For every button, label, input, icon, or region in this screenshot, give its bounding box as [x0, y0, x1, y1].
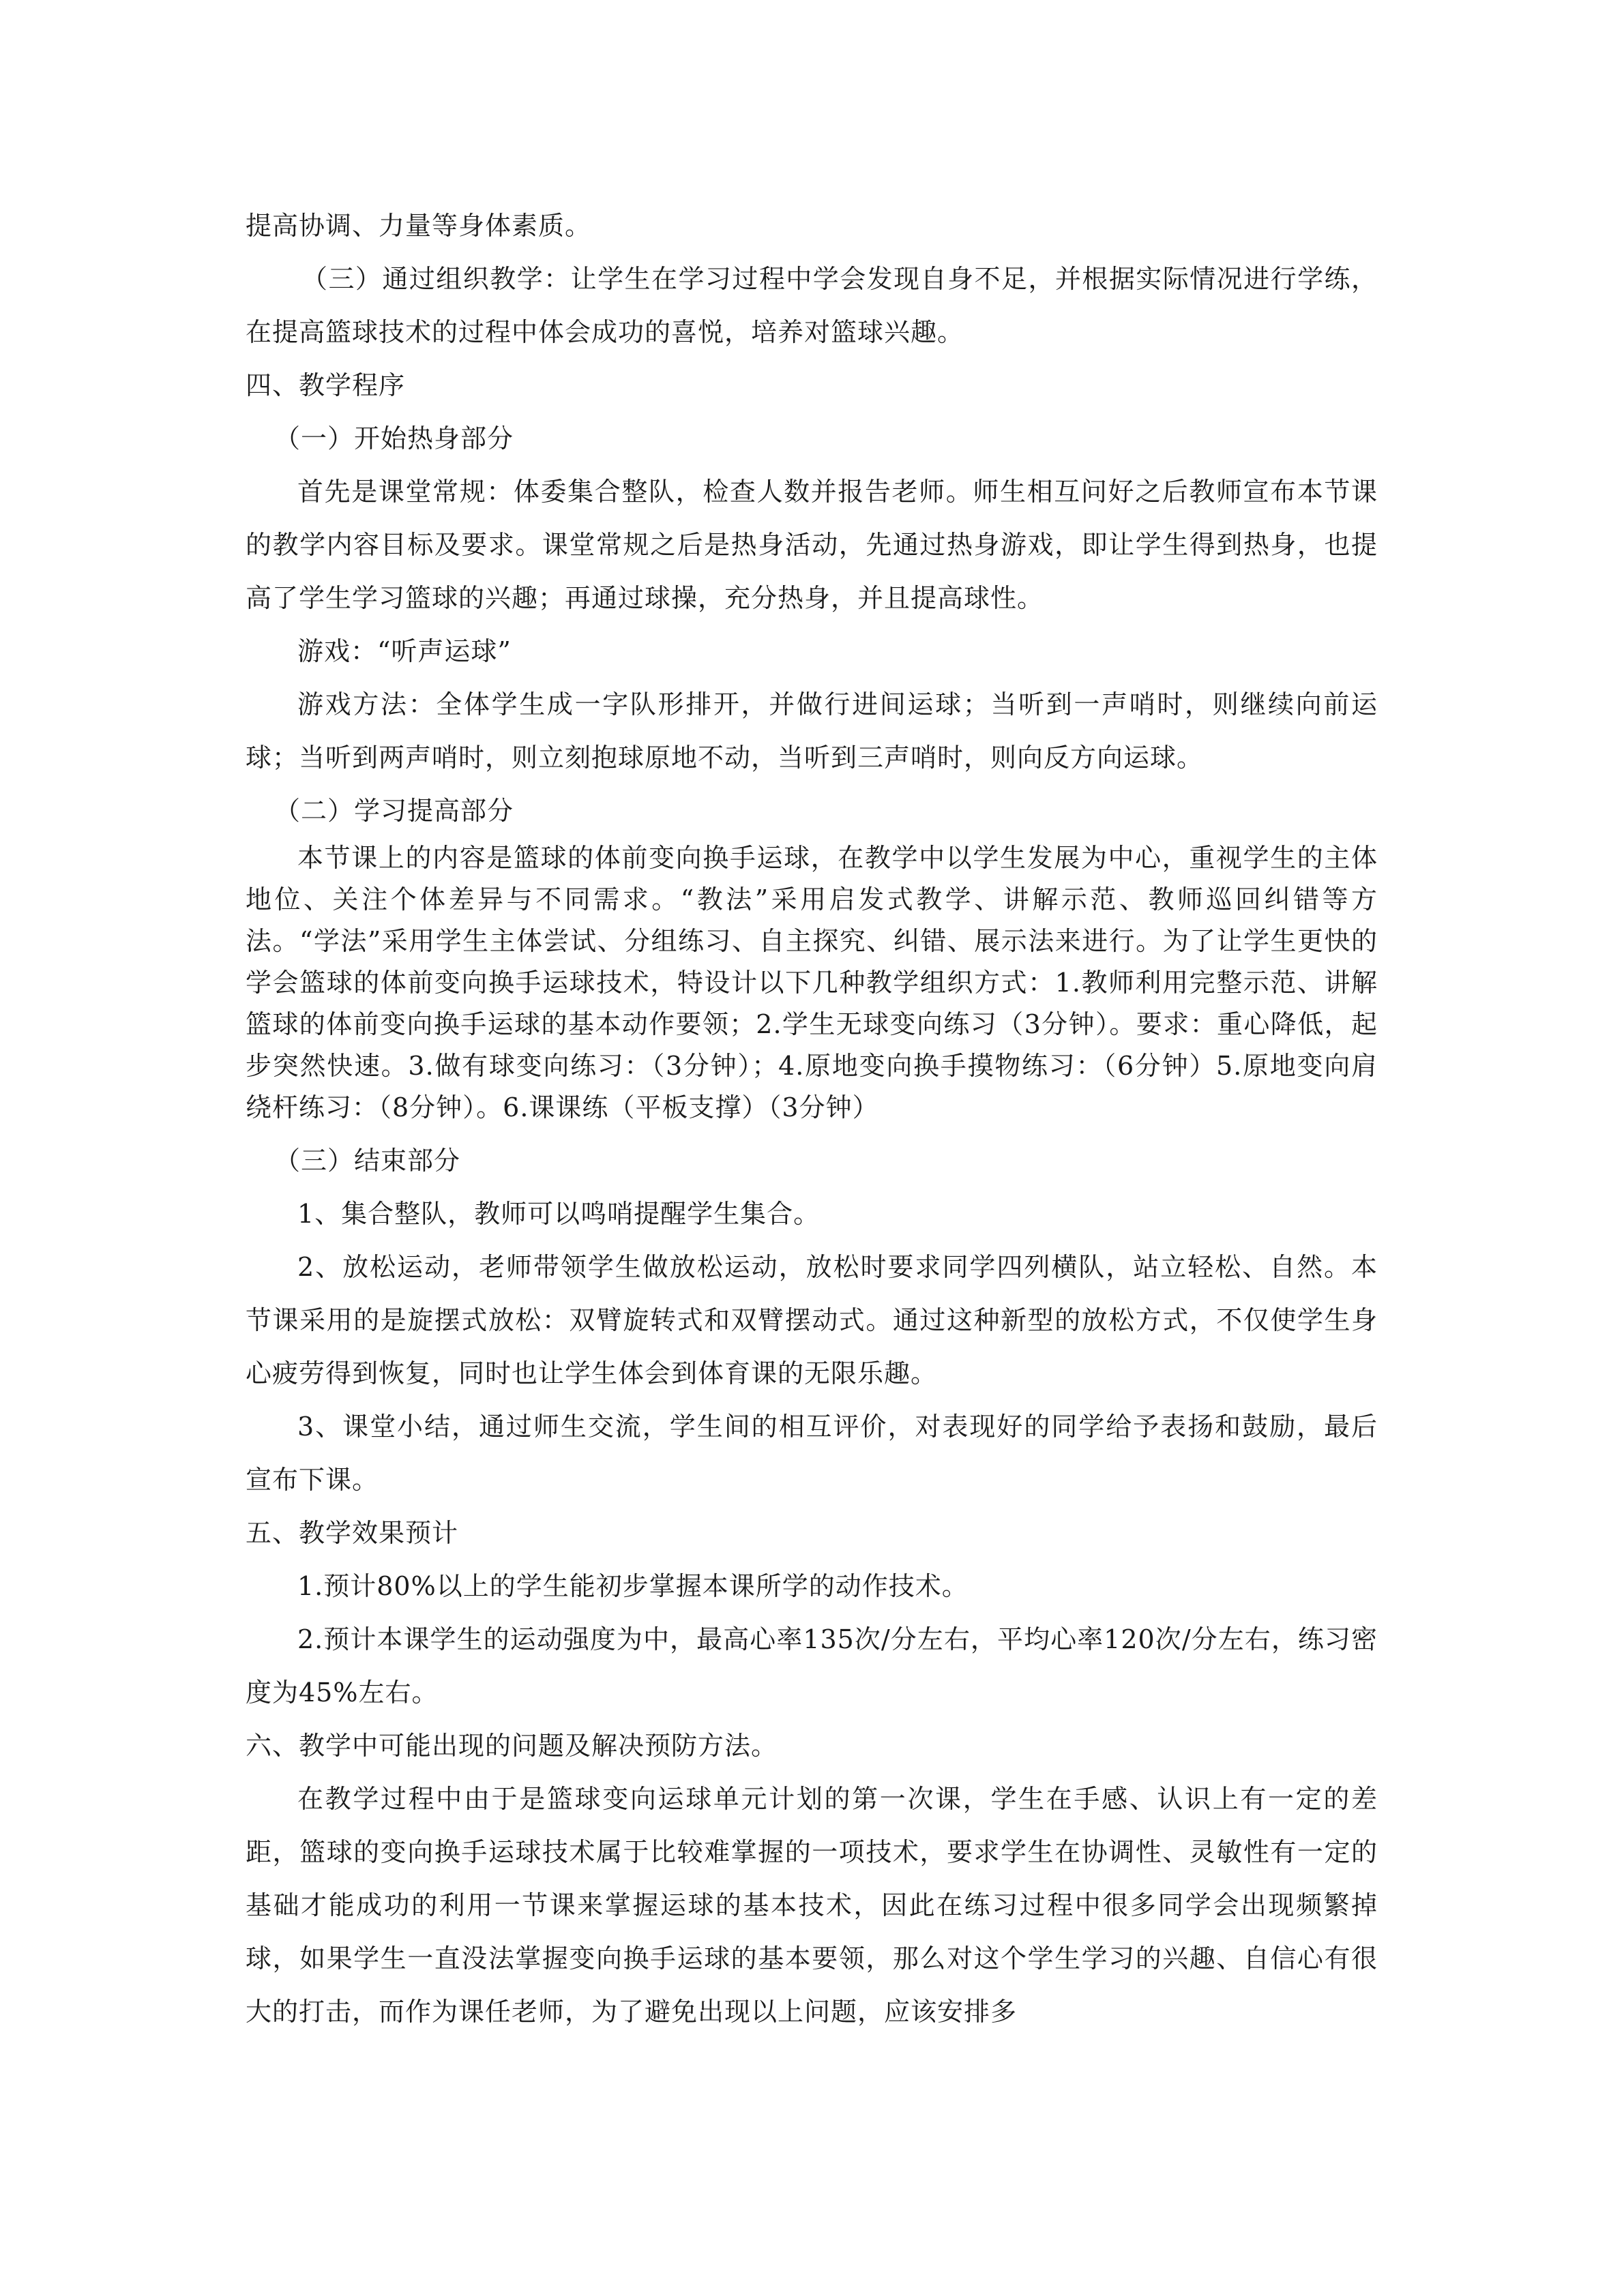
problems-paragraph: 在教学过程中由于是篮球变向运球单元计划的第一次课，学生在手感、认识上有一定的差距，篮球的变向换手运球技术属于比较难掌握的一项技术，要求学生在协调性、灵敏性有一定的基础才能成功的利用一节课来掌握运球的基本技术，因此在练习过程中很多同学会出现频繁掉球，如果学生一直没法掌握变向换手运球的基本要领，那么对这个学生学习的兴趣、自信心有很大的打击，而作为课任老师，为了避免出现以上问题，应该安排多 [246, 1784, 1378, 2027]
closing-item-1: 1、集合整队，教师可以鸣哨提醒学生集合。 [297, 1199, 821, 1229]
game-method-paragraph: 游戏方法：全体学生成一字队形排开，并做行进间运球；当听到一声哨时，则继续向前运球；当听到两声哨时，则立刻抱球原地不动，当听到三声哨时，则向反方向运球。 [246, 689, 1378, 773]
section-heading-problems: 六、教学中可能出现的问题及解决预防方法。 [246, 1731, 778, 1761]
section-heading-expected-effect: 五、教学效果预计 [246, 1518, 459, 1548]
closing-item-2: 2、放松运动，老师带领学生做放松运动，放松时要求同学四列横队，站立轻松、自然。本节课采用的是旋摆式放松：双臂旋转式和双臂摆动式。通过这种新型的放松方式，不仅使学生身心疲劳得到恢复，同时也让学生体会到体育课的无限乐趣。 [246, 1252, 1378, 1388]
paragraph-continuation: 提高协调、力量等身体素质。 [246, 211, 592, 241]
document-body [246, 199, 1378, 2038]
subheading-closing: （三）结束部分 [274, 1146, 461, 1176]
closing-item-3: 3、课堂小结，通过师生交流，学生间的相互评价，对表现好的同学给予表扬和鼓励，最后宣布下课。 [246, 1412, 1378, 1495]
expected-effect-item-1: 1.预计80%以上的学生能初步掌握本课所学的动作技术。 [297, 1571, 969, 1601]
subheading-learning: （二）学习提高部分 [274, 796, 514, 826]
learning-paragraph: 本节课上的内容是篮球的体前变向换手运球，在教学中以学生发展为中心，重视学生的主体地位、关注个体差异与不同需求。“教法”采用启发式教学、讲解示范、教师巡回纠错等方法。“学法”采用学生主体尝试、分组练习、自主探究、纠错、展示法来进行。为了让学生更快的学会篮球的体前变向换手运球技术，特设计以下几种教学组织方式：1.教师利用完整示范、讲解篮球的体前变向换手运球的基本动作要领；2.学生无球变向练习（3分钟）。要求：重心降低，起步突然快速。3.做有球变向练习：（3分钟）；4.原地变向换手摸物练习：（6分钟）5.原地变向肩绕杆练习：（8分钟）。6.课课练（平板支撑）（3分钟） [246, 843, 1378, 1122]
subheading-warmup: （一）开始热身部分 [274, 423, 514, 453]
objective-three-paragraph: （三）通过组织教学：让学生在学习过程中学会发现自身不足，并根据实际情况进行学练，在提高篮球技术的过程中体会成功的喜悦，培养对篮球兴趣。 [246, 264, 1378, 347]
warmup-paragraph: 首先是课堂常规：体委集合整队，检查人数并报告老师。师生相互问好之后教师宣布本节课的教学内容目标及要求。课堂常规之后是热身活动，先通过热身游戏，即让学生得到热身，也提高了学生学习篮球的兴趣；再通过球操，充分热身，并且提高球性。 [246, 477, 1378, 613]
expected-effect-item-2: 2.预计本课学生的运动强度为中，最高心率135次/分左右，平均心率120次/分左右，练习密度为45%左右。 [246, 1624, 1378, 1708]
section-heading-teaching-procedure: 四、教学程序 [246, 370, 406, 400]
game-title: 游戏：“听声运球” [297, 636, 512, 666]
